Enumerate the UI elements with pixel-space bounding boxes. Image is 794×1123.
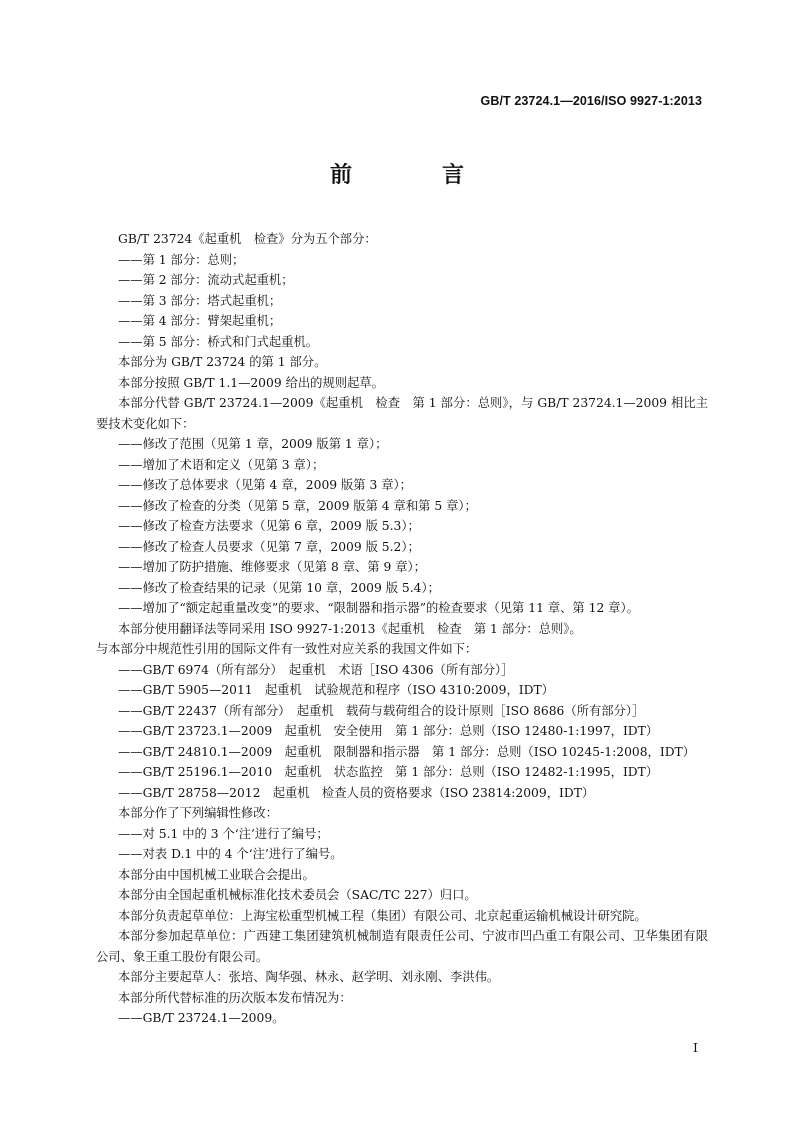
list-item: ——修改了总体要求（见第 4 章，2009 版第 3 章）； bbox=[118, 478, 412, 492]
paragraph: 本部分代替 GB/T 23724.1—2009《起重机 检查 第 1 部分：总则》，与 GB/T 23724.1—2009 相比主要技术变化如下： bbox=[96, 396, 708, 431]
paragraph: 本部分由全国起重机械标准化技术委员会（SAC/TC 227）归口。 bbox=[118, 888, 477, 902]
paragraph: 本部分主要起草人：张培、陶华强、林永、赵学明、刘永刚、李洪伟。 bbox=[118, 970, 500, 984]
list-item: ——GB/T 22437（所有部分） 起重机 载荷与载荷组合的设计原则［ISO 8686（所有部分）］ bbox=[118, 703, 645, 718]
paragraph: GB/T 23724《起重机 检查》分为五个部分： bbox=[118, 232, 377, 246]
list-item: ——GB/T 23724.1—2009。 bbox=[118, 1011, 285, 1025]
paragraph: 本部分由中国机械工业联合会提出。 bbox=[118, 867, 315, 882]
list-item: ——第 5 部分：桥式和门式起重机。 bbox=[118, 334, 319, 349]
list-item: ——第 2 部分：流动式起重机； bbox=[118, 273, 294, 287]
list-item: ——对表 D.1 中的 4 个‘注’进行了编号。 bbox=[118, 847, 343, 861]
paragraph: 本部分负责起草单位：上海宝松重型机械工程（集团）有限公司、北京起重运输机械设计研究院。 bbox=[118, 908, 647, 923]
page-title: 前 言 bbox=[329, 163, 498, 188]
paragraph: 本部分作了下列编辑性修改： bbox=[118, 806, 278, 820]
page-number: I bbox=[693, 1040, 698, 1055]
paragraph: 本部分使用翻译法等同采用 ISO 9927-1:2013《起重机 检查 第 1 部分：总则》。 bbox=[118, 621, 582, 636]
list-item: ——GB/T 24810.1—2009 起重机 限制器和指示器 第 1 部分：总则（ISO 10245-1:2008，IDT） bbox=[118, 744, 696, 759]
list-item: ——GB/T 25196.1—2010 起重机 状态监控 第 1 部分：总则（ISO 12482-1:1995，IDT） bbox=[118, 765, 659, 779]
list-item: ——增加了“额定起重量改变”的要求、“限制器和指示器”的检查要求（见第 11 章、第 12 章）。 bbox=[118, 601, 639, 615]
list-item: ——增加了防护措施、维修要求（见第 8 章、第 9 章）； bbox=[118, 560, 426, 574]
list-item: ——第 1 部分：总则； bbox=[118, 252, 245, 267]
standard-number: GB/T 23724.1—2016/ISO 9927-1:2013 bbox=[480, 94, 702, 108]
paragraph: 与本部分中规范性引用的国际文件有一致性对应关系的我国文件如下： bbox=[96, 642, 478, 656]
paragraph: 本部分参加起草单位：广西建工集团建筑机械制造有限责任公司、宁波市凹凸重工有限公司、卫华集团有限公司、象王重工股份有限公司。 bbox=[96, 929, 708, 964]
list-item: ——修改了检查人员要求（见第 7 章，2009 版 5.2）； bbox=[118, 539, 420, 554]
paragraph: 本部分按照 GB/T 1.1—2009 给出的规则起草。 bbox=[118, 375, 384, 390]
list-item: ——对 5.1 中的 3 个‘注’进行了编号； bbox=[118, 826, 329, 841]
list-item: ——GB/T 28758—2012 起重机 检查人员的资格要求（ISO 23814:2009，IDT） bbox=[118, 785, 595, 800]
list-item: ——修改了检查结果的记录（见第 10 章，2009 版 5.4）； bbox=[118, 580, 440, 595]
foreword-body bbox=[96, 229, 708, 1029]
list-item: ——GB/T 23723.1—2009 起重机 安全使用 第 1 部分：总则（ISO 12480-1:1997，IDT） bbox=[118, 724, 659, 738]
list-item: ——GB/T 5905—2011 起重机 试验规范和程序（ISO 4310:2009，IDT） bbox=[118, 683, 554, 697]
paragraph: 本部分为 GB/T 23724 的第 1 部分。 bbox=[118, 355, 327, 369]
list-item: ——GB/T 6974（所有部分） 起重机 术语［ISO 4306（所有部分）］ bbox=[118, 662, 514, 677]
list-item: ——增加了术语和定义（见第 3 章）； bbox=[118, 457, 325, 472]
paragraph: 本部分所代替标准的历次版本发布情况为： bbox=[118, 990, 352, 1005]
list-item: ——修改了范围（见第 1 章，2009 版第 1 章）； bbox=[118, 437, 388, 451]
list-item: ——修改了检查方法要求（见第 6 章，2009 版 5.3）； bbox=[118, 519, 420, 533]
list-item: ——修改了检查的分类（见第 5 章，2009 版第 4 章和第 5 章）； bbox=[118, 498, 477, 513]
list-item: ——第 3 部分：塔式起重机； bbox=[118, 293, 282, 308]
list-item: ——第 4 部分：臂架起重机； bbox=[118, 314, 282, 328]
